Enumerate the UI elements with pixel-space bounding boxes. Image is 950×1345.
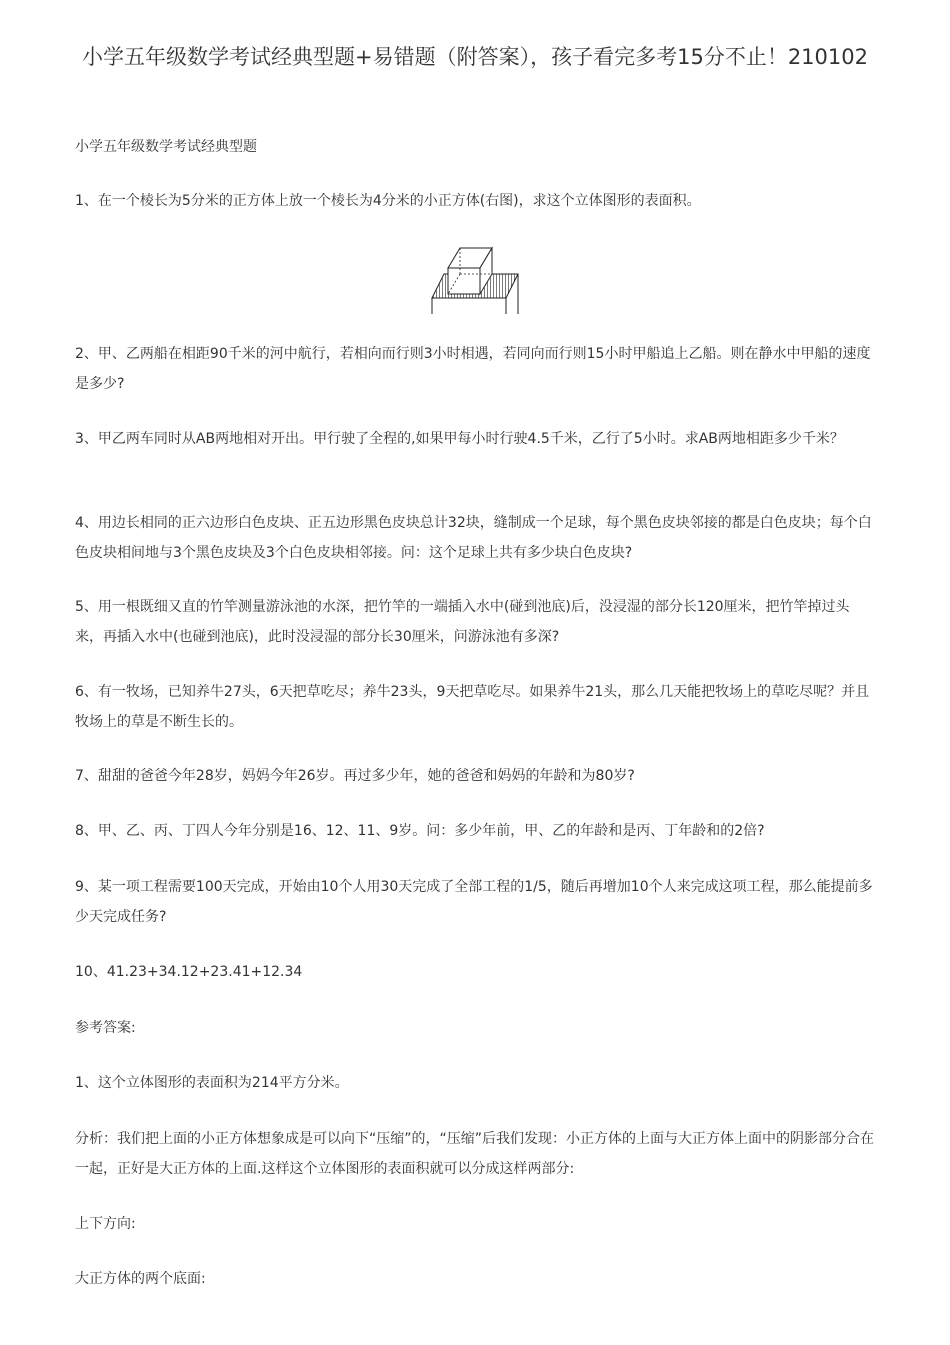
analysis-text: 分析：我们把上面的小正方体想象成是可以向下“压缩”的，“压缩”后我们发现：小正方体的上面与大正方体上面中的阴影部分合在一起，正好是大正方体的上面.这样这个立体图形的表面积就可以分成这样两部分: — [75, 1131, 875, 1177]
question-8: 8、甲、乙、丙、丁四人今年分别是16、12、11、9岁。问：多少年前，甲、乙的年龄和是丙、丁年龄和的2倍? — [75, 823, 765, 839]
question-7: 7、甜甜的爸爸今年28岁，妈妈今年26岁。再过多少年，她的爸爸和妈妈的年龄和为80岁? — [75, 768, 635, 784]
question-2: 2、甲、乙两船在相距90千米的河中航行，若相向而行则3小时相遇，若同向而行则15小时甲船追上乙船。则在静水中甲船的速度是多少? — [75, 346, 871, 392]
question-3: 3、甲乙两车同时从AB两地相对开出。甲行驶了全程的,如果甲每小时行驶4.5千米，乙行了5小时。求AB两地相距多少千米？ — [75, 431, 844, 447]
bottoms-label: 大正方体的两个底面: — [75, 1271, 206, 1287]
question-6: 6、有一牧场，已知养牛27头，6天把草吃尽；养牛23头，9天把草吃尽。如果养牛21头，那么几天能把牧场上的草吃尽呢？并且牧场上的草是不断生长的。 — [75, 684, 870, 730]
question-5: 5、用一根既细又直的竹竿测量游泳池的水深，把竹竿的一端插入水中(碰到池底)后，没浸湿的部分长120厘米，把竹竿掉过头来，再插入水中(也碰到池底)，此时没浸湿的部分长30厘米，问游泳池有多深? — [75, 599, 850, 645]
direction-label: 上下方向: — [75, 1216, 136, 1232]
question-9: 9、某一项工程需要100天完成，开始由10个人用30天完成了全部工程的1/5，随后再增加10个人来完成这项工程，那么能提前多少天完成任务? — [75, 879, 873, 925]
page-title: 小学五年级数学考试经典型题+易错题（附答案），孩子看完多考15分不止！210102 — [82, 45, 868, 69]
answer-1: 1、这个立体图形的表面积为214平方分米。 — [75, 1075, 349, 1091]
question-4: 4、用边长相同的正六边形白色皮块、正五边形黑色皮块总计32块，缝制成一个足球，每个黑色皮块邻接的都是白色皮块；每个白色皮块相间地与3个黑色皮块及3个白色皮块相邻接。问：这个足球上共有多少块白色皮块? — [75, 515, 872, 561]
question-1: 1、在一个棱长为5分米的正方体上放一个棱长为4分米的小正方体(右图)，求这个立体图形的表面积。 — [75, 193, 701, 209]
question-10: 10、41.23+34.12+23.41+12.34 — [75, 964, 303, 980]
answers-heading: 参考答案: — [75, 1020, 136, 1036]
cube-figure — [430, 246, 520, 316]
section-heading: 小学五年级数学考试经典型题 — [75, 139, 257, 155]
